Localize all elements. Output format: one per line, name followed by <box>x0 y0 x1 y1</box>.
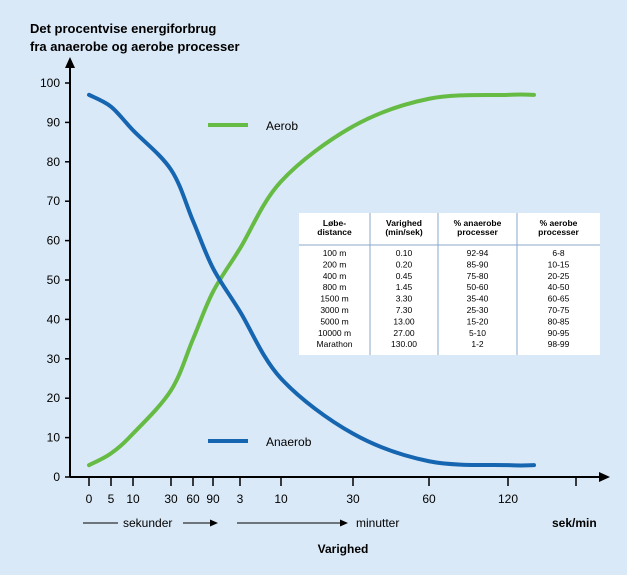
table-cell: 0.45 <box>395 270 413 281</box>
y-tick-label: 10 <box>46 430 60 445</box>
x-tick-label: 30 <box>346 492 360 506</box>
table-cell: 6-8 <box>552 248 565 258</box>
minutes-label: minutter <box>356 516 400 530</box>
table-cell: 400 m <box>322 270 347 281</box>
table-cell: 75-80 <box>466 270 489 281</box>
table-cell: 800 m <box>322 282 347 293</box>
table-header-cell: % aerobe <box>539 218 578 228</box>
y-tick-label: 60 <box>46 233 60 248</box>
y-axis-arrow <box>65 57 75 68</box>
chart-title-line2: fra anaerobe og aerobe processer <box>30 39 240 54</box>
table-cell: 90-95 <box>547 327 570 338</box>
y-tick-label: 80 <box>46 154 60 169</box>
table-header-cell: (min/sek) <box>385 227 423 237</box>
table-cell: 0.10 <box>395 248 413 258</box>
table-cell: 10000 m <box>317 327 352 338</box>
table-header-cell: distance <box>317 227 352 237</box>
data-table <box>299 213 600 355</box>
seconds-arrowhead <box>210 520 218 527</box>
x-tick-label: 90 <box>206 492 220 506</box>
table-cell: 1-2 <box>471 339 484 350</box>
x-tick-label: 60 <box>186 492 200 506</box>
x-tick-label: 10 <box>274 492 288 506</box>
table-cell: 50-60 <box>466 282 489 293</box>
table-cell: 7.30 <box>395 305 413 315</box>
table-cell: 1.45 <box>395 282 413 293</box>
table-cell: 27.00 <box>393 327 415 338</box>
table-cell: Marathon <box>316 339 353 350</box>
table-cell: 92-94 <box>466 248 489 258</box>
table-cell: 70-75 <box>547 305 570 315</box>
x-axis-label: Varighed <box>317 542 369 556</box>
table-cell: 35-40 <box>466 293 489 304</box>
table-cell: 15-20 <box>466 316 489 327</box>
table-cell: 0.20 <box>395 259 413 270</box>
minutes-arrowhead <box>340 520 348 527</box>
table-cell: 20-25 <box>547 270 570 281</box>
y-tick-label: 70 <box>46 194 60 209</box>
seconds-label: sekunder <box>123 516 173 530</box>
x-unit-label: sek/min <box>552 516 597 530</box>
chart-title-line1: Det procentvise energiforbrug <box>30 21 217 36</box>
table-cell: 13.00 <box>393 316 415 327</box>
y-tick-label: 20 <box>46 391 60 406</box>
table-cell: 130.00 <box>391 339 417 350</box>
y-tick-label: 50 <box>46 273 60 287</box>
table-header-cell: % anaerobe <box>453 218 502 228</box>
table-cell: 1500 m <box>320 293 349 304</box>
table-header-cell: processer <box>538 227 579 237</box>
y-tick-label: 90 <box>46 115 60 130</box>
legend-label-anaerob: Anaerob <box>266 435 312 449</box>
x-tick-label: 5 <box>107 492 115 506</box>
y-tick-label: 0 <box>53 470 60 484</box>
y-tick-label: 40 <box>46 312 60 327</box>
table-cell: 85-90 <box>466 259 489 270</box>
table-cell: 25-30 <box>466 305 489 315</box>
x-tick-label: 0 <box>85 492 93 506</box>
table-header-cell: Varighed <box>386 218 422 228</box>
table-cell: 60-65 <box>547 293 570 304</box>
x-ticks <box>86 477 576 506</box>
table-cell: 98-99 <box>547 339 570 350</box>
y-tick-label: 30 <box>46 351 60 366</box>
table-cell: 100 m <box>322 248 347 258</box>
table-cell: 3000 m <box>320 305 349 315</box>
table-cell: 5-10 <box>468 327 487 338</box>
table-cell: 80-85 <box>547 316 570 327</box>
table-cell: 40-50 <box>547 282 570 293</box>
legend-label-aerob: Aerob <box>266 119 299 133</box>
x-axis-arrow <box>599 472 610 482</box>
y-tick-label: 100 <box>39 76 60 90</box>
table-cell: 10-15 <box>547 259 570 270</box>
y-ticks <box>40 76 70 484</box>
x-tick-label: 60 <box>422 492 436 506</box>
table-cell: 5000 m <box>320 316 349 327</box>
table-header-cell: Løbe- <box>322 218 347 228</box>
table-cell: 200 m <box>322 259 347 270</box>
table-header-cell: processer <box>457 227 498 237</box>
x-tick-label: 10 <box>126 492 140 506</box>
table-cell: 3.30 <box>395 293 413 304</box>
x-tick-label: 3 <box>236 492 244 506</box>
x-tick-label: 30 <box>164 492 178 506</box>
x-tick-label: 120 <box>497 492 519 506</box>
